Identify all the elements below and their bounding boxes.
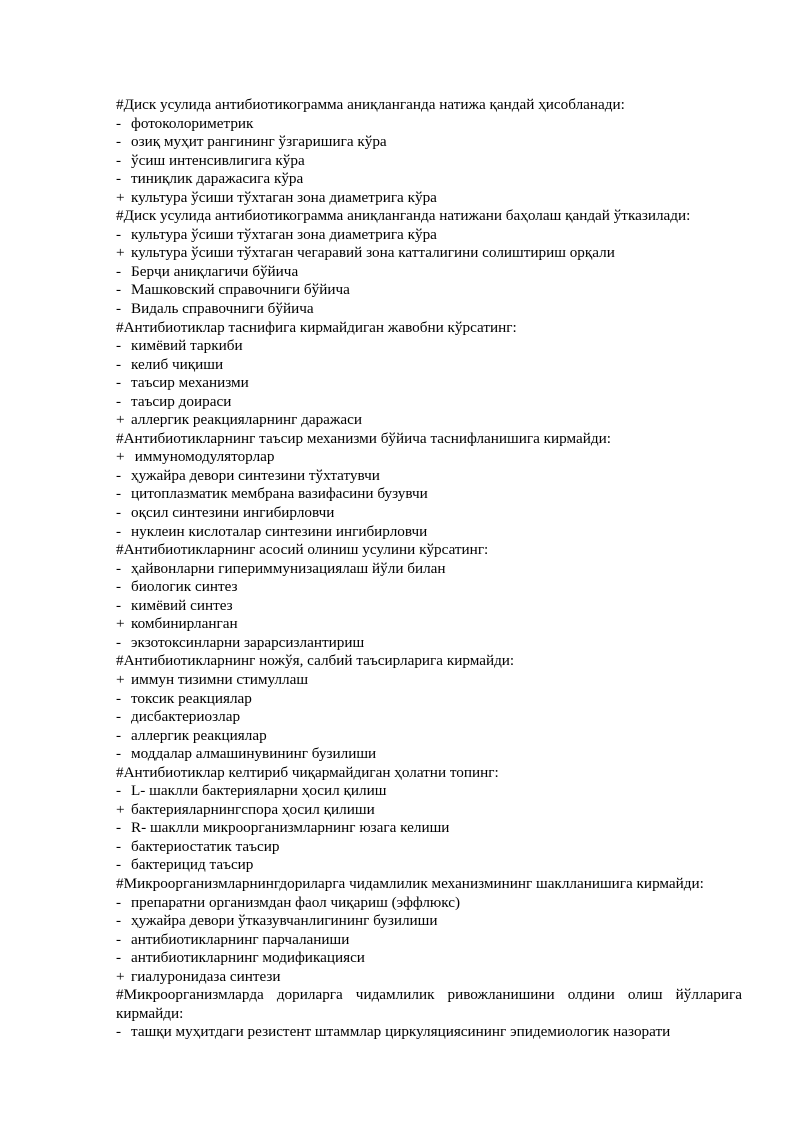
answer-text: бактериостатик таъсир <box>131 837 280 855</box>
option-marker: - <box>116 114 122 132</box>
question-text: #Диск усулида антибиотикограмма аниқланганда натижани баҳолаш қандай ўтказилади: <box>116 207 691 225</box>
answer-text: иммуномодуляторлар <box>131 448 275 466</box>
answer-option <box>116 152 742 171</box>
answer-text: дисбактериозлар <box>131 708 241 726</box>
answer-option <box>116 448 742 467</box>
question-text: #Антибиотиклар келтириб чиқармайдиган ҳолатни топинг: <box>116 763 499 781</box>
answer-text: Берҷи аниқлагичи бўйича <box>131 262 299 280</box>
answer-text: аллергик реакциялар <box>131 726 267 744</box>
correct-marker: + <box>116 244 125 262</box>
answer-option <box>116 1023 742 1042</box>
answer-option <box>116 133 742 152</box>
answer-option <box>116 782 742 801</box>
option-marker: - <box>116 633 122 651</box>
document-page <box>116 96 742 1042</box>
answer-text: оқсил синтезини ингибирловчи <box>131 504 335 522</box>
answer-text: антибиотикларнинг парчаланиши <box>131 930 350 948</box>
answer-option <box>116 170 742 189</box>
answer-text: культура ўсиши тўхтаган зона диаметрига кўра <box>131 225 437 243</box>
option-marker: - <box>116 355 122 373</box>
answer-option <box>116 411 742 430</box>
option-marker: - <box>116 151 122 169</box>
answer-option <box>116 671 742 690</box>
answer-option <box>116 856 742 875</box>
option-marker: - <box>116 893 122 911</box>
answer-text: фотоколориметрик <box>131 114 254 132</box>
answer-text: Видаль справочниги бўйича <box>131 300 314 318</box>
option-marker: - <box>116 262 122 280</box>
answer-option <box>116 690 742 709</box>
question-block <box>116 541 742 652</box>
option-marker: - <box>116 578 122 596</box>
option-marker: - <box>116 912 122 930</box>
correct-marker: + <box>116 411 125 429</box>
answer-option <box>116 281 742 300</box>
answer-option <box>116 708 742 727</box>
answer-option <box>116 485 742 504</box>
answer-option <box>116 634 742 653</box>
correct-marker: + <box>116 670 125 688</box>
option-marker: - <box>116 485 122 503</box>
answer-text: культура ўсиши тўхтаган зона диаметрига кўра <box>131 188 437 206</box>
correct-marker: + <box>116 615 125 633</box>
answer-option <box>116 578 742 597</box>
question-block <box>116 96 742 207</box>
answer-option <box>116 949 742 968</box>
question-block <box>116 430 742 541</box>
answer-text: гиалуронидаза синтези <box>131 967 281 985</box>
option-marker: - <box>116 392 122 410</box>
question-text: #Микроорганизмларнингдориларга чидамлилик механизмининг шаклланишига кирмайди: <box>116 874 704 892</box>
answer-text: моддалар алмашинувининг бузилиши <box>131 745 377 763</box>
answer-text: иммун тизимни стимуллаш <box>131 670 309 688</box>
question-block <box>116 319 742 430</box>
correct-marker: + <box>116 967 125 985</box>
answer-text: таъсир доираси <box>131 392 232 410</box>
answer-text: препаратни организмдан фаол чиқариш (эффлюкс) <box>131 893 461 911</box>
option-marker: - <box>116 504 122 522</box>
answer-text: нуклеин кислоталар синтезини ингибирловчи <box>131 522 428 540</box>
answer-option <box>116 356 742 375</box>
answer-text: экзотоксинларни зарарсизлантириш <box>131 633 365 651</box>
answer-option <box>116 615 742 634</box>
answer-text: ҳайвонларни гипериммунизациялаш йўли билан <box>131 559 446 577</box>
answer-text: бактерицид таъсир <box>131 856 254 874</box>
answer-option <box>116 727 742 746</box>
answer-option <box>116 523 742 542</box>
option-marker: - <box>116 819 122 837</box>
answer-text: кимёвий таркиби <box>131 337 243 355</box>
option-marker: - <box>116 930 122 948</box>
answer-option <box>116 189 742 208</box>
answer-option <box>116 467 742 486</box>
option-marker: - <box>116 522 122 540</box>
answer-text: антибиотикларнинг модификацияси <box>131 949 365 967</box>
answer-option <box>116 115 742 134</box>
answer-text: ҳужайра девори синтезини тўхтатувчи <box>131 466 380 484</box>
question-block <box>116 764 742 875</box>
question-text: #Антибиотиклар таснифига кирмайдиган жавобни кўрсатинг: <box>116 318 517 336</box>
option-marker: - <box>116 1023 122 1041</box>
option-marker: - <box>116 374 122 392</box>
answer-text: R- шаклли микроорганизмларнинг юзага келиши <box>131 819 450 837</box>
option-marker: - <box>116 170 122 188</box>
answer-option <box>116 819 742 838</box>
question-text: #Антибиотикларнинг асосий олиниш усулини кўрсатинг: <box>116 541 489 559</box>
answer-text: кимёвий синтез <box>131 596 233 614</box>
correct-marker: + <box>116 188 125 206</box>
answer-option <box>116 504 742 523</box>
answer-option <box>116 838 742 857</box>
answer-text: комбинирланган <box>131 615 238 633</box>
option-marker: - <box>116 300 122 318</box>
option-marker: - <box>116 466 122 484</box>
option-marker: - <box>116 745 122 763</box>
answer-option <box>116 745 742 764</box>
option-marker: - <box>116 782 122 800</box>
option-marker: - <box>116 689 122 707</box>
answer-text: токсик реакциялар <box>131 689 252 707</box>
answer-option <box>116 226 742 245</box>
answer-text: таъсир механизми <box>131 374 249 392</box>
answer-text: ташқи муҳитдаги резистент штаммлар циркуляциясининг эпидемиологик назорати <box>131 1023 671 1041</box>
answer-option <box>116 244 742 263</box>
answer-option <box>116 300 742 319</box>
question-block <box>116 986 742 1042</box>
answer-text: культура ўсиши тўхтаган чегаравий зона катталигини солиштириш орқали <box>131 244 615 262</box>
answer-option <box>116 931 742 950</box>
answer-option <box>116 393 742 412</box>
option-marker: - <box>116 856 122 874</box>
option-marker: - <box>116 281 122 299</box>
answer-text: бактерияларнингспора ҳосил қилиши <box>131 800 375 818</box>
answer-option <box>116 560 742 579</box>
answer-text: биологик синтез <box>131 578 238 596</box>
answer-text: Машковский справочниги бўйича <box>131 281 350 299</box>
answer-option <box>116 894 742 913</box>
question-block <box>116 652 742 763</box>
answer-option <box>116 968 742 987</box>
option-marker: - <box>116 596 122 614</box>
option-marker: - <box>116 225 122 243</box>
question-block <box>116 875 742 986</box>
answer-text: ўсиш интенсивлигига кўра <box>131 151 305 169</box>
correct-marker: + <box>116 800 125 818</box>
answer-text: L- шаклли бактерияларни ҳосил қилиш <box>131 782 387 800</box>
option-marker: - <box>116 837 122 855</box>
answer-text: аллергик реакцияларнинг даражаси <box>131 411 363 429</box>
option-marker: - <box>116 949 122 967</box>
option-marker: - <box>116 337 122 355</box>
answer-option <box>116 801 742 820</box>
answer-option <box>116 912 742 931</box>
correct-marker: + <box>116 448 125 466</box>
answer-text: тиниқлик даражасига кўра <box>131 170 304 188</box>
option-marker: - <box>116 726 122 744</box>
question-text: #Антибиотикларнинг ножўя, салбий таъсирларига кирмайди: <box>116 652 515 670</box>
answer-option <box>116 374 742 393</box>
question-text: #Микроорганизмларда дориларга чидамлилик ривожланишини олдини олиш йўлларига кирмайди: <box>116 986 742 1022</box>
option-marker: - <box>116 708 122 726</box>
answer-option <box>116 337 742 356</box>
answer-text: келиб чиқиши <box>131 355 224 373</box>
question-text: #Диск усулида антибиотикограмма аниқланганда натижа қандай ҳисобланади: <box>116 96 625 113</box>
answer-text: ҳужайра девори ўтказувчанлигининг бузилиши <box>131 912 438 930</box>
answer-option <box>116 263 742 282</box>
option-marker: - <box>116 559 122 577</box>
answer-text: цитоплазматик мембрана вазифасини бузувчи <box>131 485 428 503</box>
question-block <box>116 207 742 318</box>
answer-option <box>116 597 742 616</box>
answer-text: озиқ муҳит рангининг ўзгаришига кўра <box>131 133 387 151</box>
option-marker: - <box>116 133 122 151</box>
question-text: #Антибиотикларнинг таъсир механизми бўйича таснифланишига кирмайди: <box>116 429 611 447</box>
